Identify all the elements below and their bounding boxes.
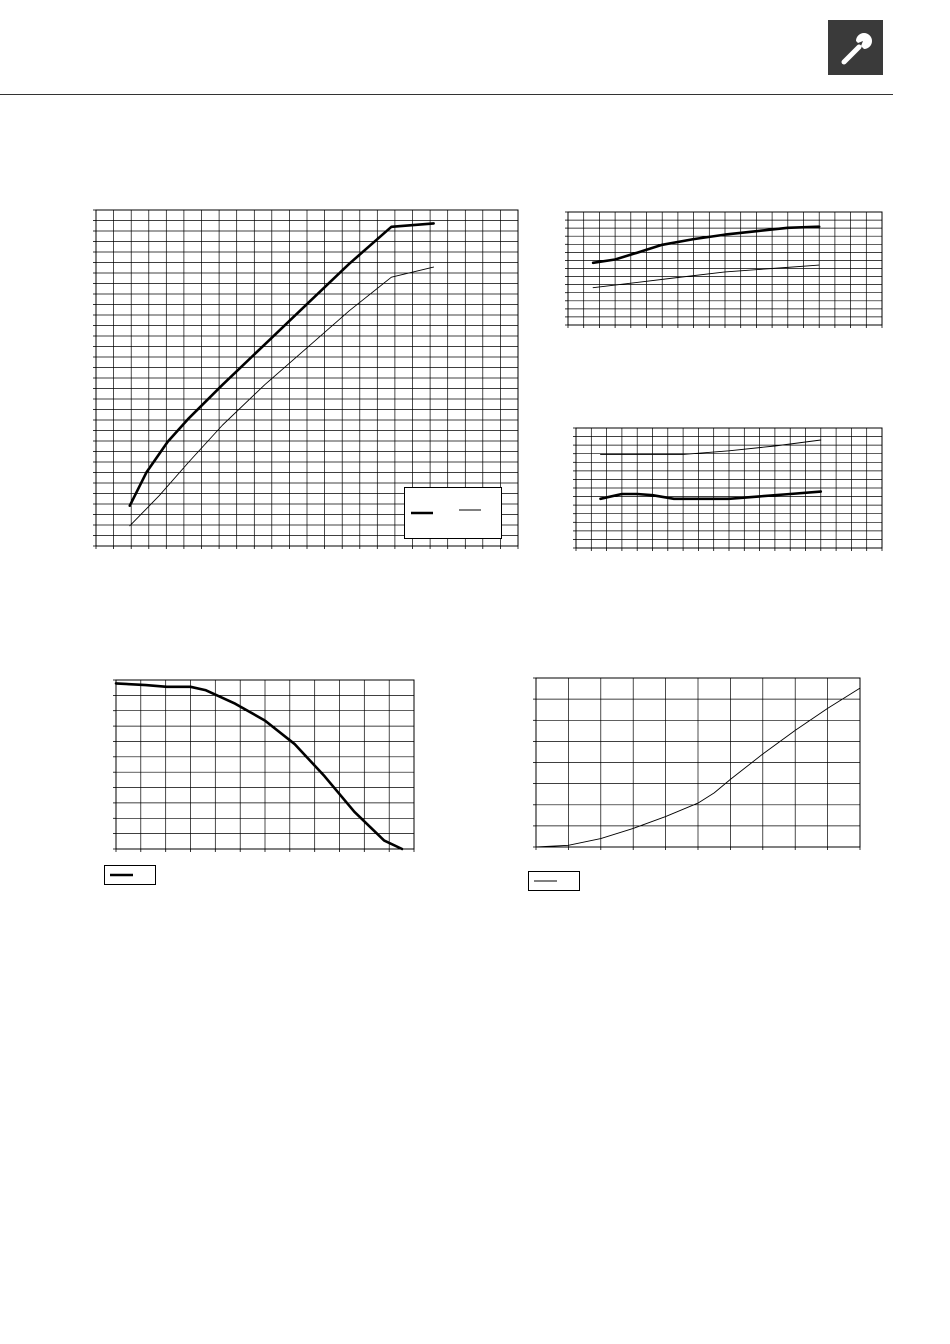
series-line-2 [130, 267, 434, 526]
series-line-1 [116, 683, 402, 849]
chart-bottom-right [536, 678, 860, 847]
chart-main-legend-swatches [405, 488, 501, 538]
chart-bottom-left-legend-swatch [105, 866, 155, 884]
wrench-icon [828, 20, 883, 75]
series-line-1 [593, 227, 819, 263]
chart-top-right [568, 212, 882, 325]
series-line-1 [601, 440, 821, 454]
chart-bottom-right-legend [528, 871, 580, 891]
series-line-1 [130, 223, 434, 505]
chart-middle-right [576, 428, 882, 548]
chart-main-legend [404, 487, 502, 539]
chart-bottom-left [116, 680, 414, 849]
chart-bottom-left-legend [104, 865, 156, 885]
wrench-glyph [836, 28, 876, 68]
series-line-2 [601, 492, 821, 499]
header-rule [0, 94, 893, 95]
chart-bottom-right-legend-swatch [529, 872, 579, 890]
